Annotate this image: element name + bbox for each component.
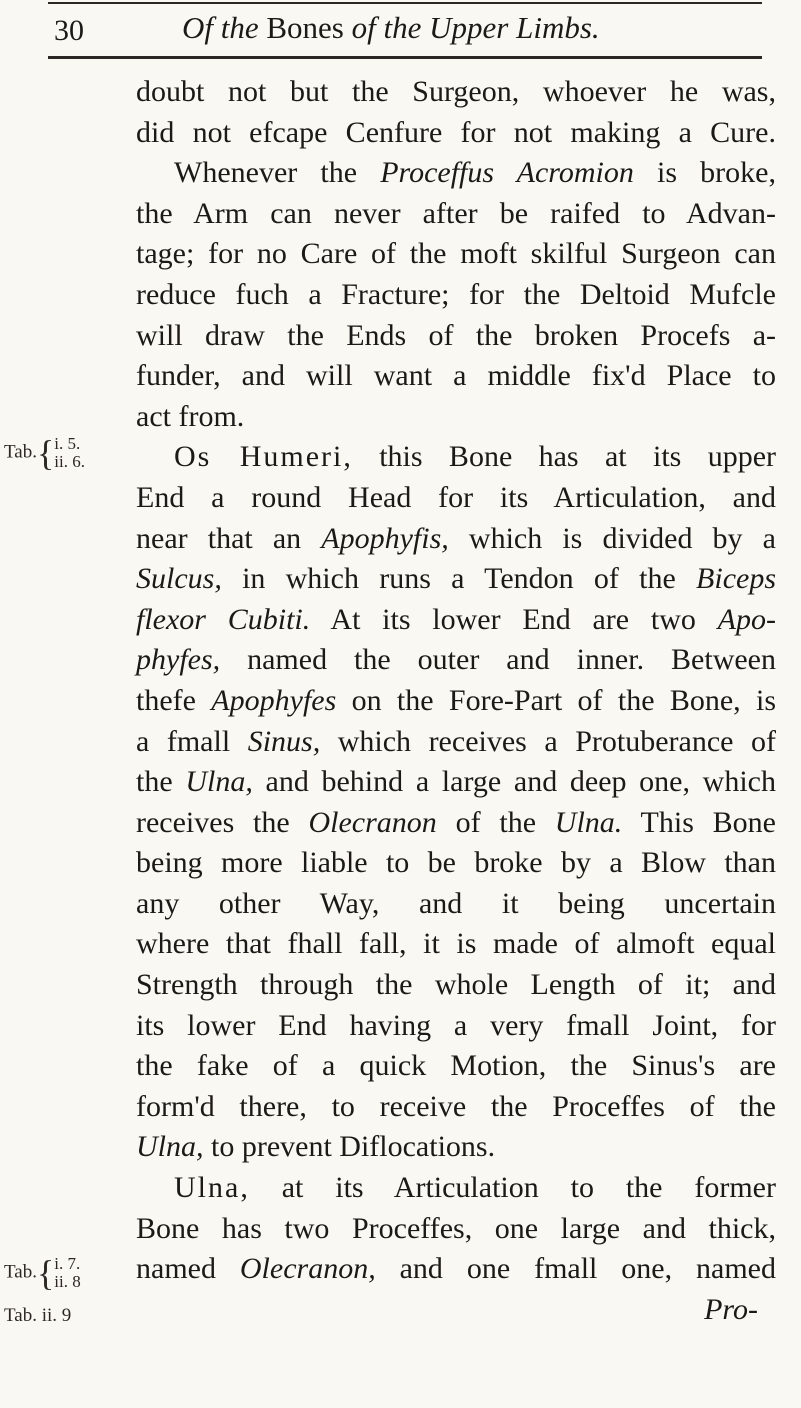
text-line: Bone has two Proceffes, one large and thick, bbox=[136, 1211, 776, 1245]
text-line: the Ulna, and behind a large and deep one, which bbox=[136, 765, 776, 799]
text-line: being more liable to be broke by a Blow than bbox=[136, 846, 776, 880]
text-line: thefe Apophyfes on the Fore-Part of the Bone, is bbox=[136, 683, 776, 717]
text-line: near that an Apophyfis, which is divided by a bbox=[136, 521, 776, 555]
margin-note-ulna-2: Tab. ii. 9 bbox=[4, 1305, 72, 1326]
text-line: did not efcape Cenfure for not making a Cure. bbox=[136, 115, 776, 149]
text-line: where that fhall fall, it is made of almoft equal bbox=[136, 927, 776, 961]
text-line: End a round Head for its Articulation, and bbox=[136, 480, 776, 514]
text-line: any other Way, and it being uncertain bbox=[136, 886, 776, 920]
text-line: Ulna, at its Articulation to the former bbox=[174, 1171, 776, 1205]
text-line: its lower End having a very fmall Joint, for bbox=[136, 1008, 776, 1042]
text-line: a fmall Sinus, which receives a Protuberance of bbox=[136, 724, 776, 758]
text-line: will draw the Ends of the broken Procefs a- bbox=[136, 318, 776, 352]
text-line: Strength through the whole Length of it; and bbox=[136, 968, 776, 1002]
text-line: Sulcus, in which runs a Tendon of the Biceps bbox=[136, 562, 776, 596]
text-line: the Arm can never after be raifed to Advan- bbox=[136, 196, 776, 230]
text-line: Ulna, to prevent Diflocations. bbox=[136, 1130, 496, 1164]
text-line: Os Humeri, this Bone has at its upper bbox=[174, 440, 777, 474]
page-header bbox=[48, 6, 758, 52]
text-line: form'd there, to receive the Proceffes of the bbox=[136, 1089, 776, 1123]
page-number: 30 bbox=[54, 14, 84, 47]
text-line: flexor Cubiti. At its lower End are two Apo- bbox=[136, 602, 776, 636]
margin-note-humeri: Tab.{i. 5. ii. 6. bbox=[4, 433, 85, 473]
running-head: Of the Bones of the Upper Limbs. bbox=[182, 10, 600, 45]
text-line: reduce fuch a Fracture; for the Deltoid Mufcle bbox=[136, 277, 776, 311]
text-line: receives the Olecranon of the Ulna. This Bone bbox=[136, 805, 776, 839]
text-line: funder, and will want a middle fix'd Place to bbox=[136, 359, 776, 393]
text-line: tage; for no Care of the moft skilful Surgeon can bbox=[136, 237, 776, 271]
margin-note-ulna: Tab.{i. 7. ii. 8 bbox=[4, 1253, 81, 1293]
text-line: doubt not but the Surgeon, whoever he was, bbox=[136, 75, 776, 108]
text-line: Whenever the Proceffus Acromion is broke, bbox=[174, 156, 776, 190]
text-line: phyfes, named the outer and inner. Between bbox=[136, 643, 776, 677]
catchword: Pro- bbox=[704, 1292, 758, 1326]
body-text bbox=[136, 72, 776, 1330]
text-line: named Olecranon, and one fmall one, named bbox=[136, 1252, 776, 1286]
text-line: act from. bbox=[136, 399, 245, 433]
text-line: the fake of a quick Motion, the Sinus's are bbox=[136, 1049, 776, 1083]
header-rule bbox=[48, 56, 762, 59]
top-rule bbox=[48, 2, 762, 4]
